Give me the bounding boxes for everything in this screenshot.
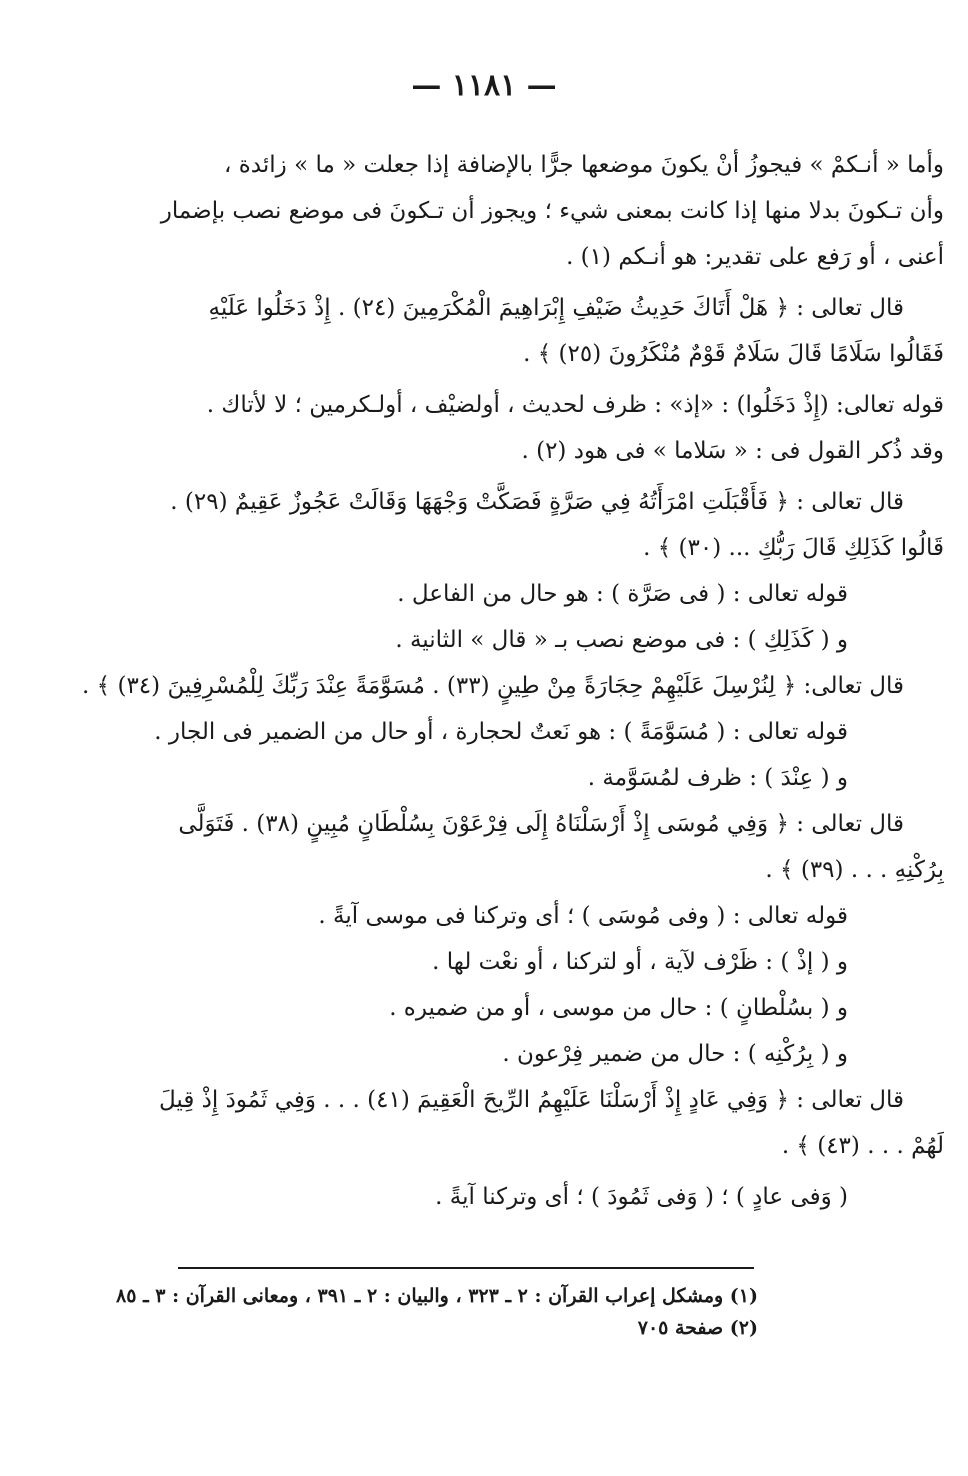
verse-quote: قَالُوا كَذَلِكِ قَالَ رَبُّكِ ... (٣٠) ﴾ .: [643, 535, 944, 561]
footnote-divider: [178, 1267, 754, 1269]
commentary-line: و ( إذْ ) : ظَرْف لآية ، أو لتركنا ، أو نعْت لها .: [432, 949, 848, 975]
verse-quote: قال تعالى: ﴿ لِنُرْسِلَ عَلَيْهِمْ حِجَارَةً مِنْ طِينٍ (٣٣) . مُسَوَّمَةً عِنْدَ رَبِّكَ لِلْمُسْرِفِينَ (٣٤) ﴾ .: [82, 673, 904, 699]
verse-quote: بِرُكْنِهِ . . . (٣٩) ﴾ .: [765, 857, 944, 883]
verse-quote: لَهُمْ . . . (٤٣) ﴾ .: [781, 1133, 944, 1159]
commentary-line: وقد ذُكر القول فى : « سَلاما » فى هود (٢) .: [521, 438, 944, 464]
commentary-line: قوله تعالى: (إِذْ دَخَلُوا) : «إذ» : ظرف لحديث ، أولضيْف ، أولـكرمين ؛ لا لأتاك .: [206, 392, 944, 418]
commentary-line: قوله تعالى : ( فى صَرَّة ) : هو حال من الفاعل .: [397, 581, 848, 607]
verse-quote: قال تعالى : ﴿ فَأَقْبَلَتِ امْرَأَتُهُ فِي صَرَّةٍ فَصَكَّتْ وَجْهَهَا وَقَالَتْ عَجُوزٌ عَقِيمٌ (٢٩) .: [170, 489, 904, 515]
commentary-line: و ( بسُلْطانٍ ) : حال من موسى ، أو من ضميره .: [389, 995, 848, 1021]
text-line: وأما « أنـكمْ » فيجوزُ أنْ يكونَ موضعها جرًّا بالإضافة إذا جعلت « ما » زائدة ،: [224, 152, 944, 178]
main-text: [24, 142, 944, 1220]
verse-quote: قال تعالى : ﴿ هَلْ أَتَاكَ حَدِيثُ ضَيْفِ إِبْرَاهِيمَ الْمُكْرَمِينَ (٢٤) . إِذْ دَخَلُوا عَلَيْهِ: [208, 295, 904, 321]
verse-quote: قال تعالى : ﴿ وَفِي مُوسَى إِذْ أَرْسَلْنَاهُ إِلَى فِرْعَوْنَ بِسُلْطَانٍ مُبِينٍ (٣٨) . فَتَوَلَّى: [178, 811, 904, 837]
footnote-1: (١) ومشكل إعراب القرآن : ٢ ـ ٣٢٣ ، والبيان : ٢ ـ ٣٩١ ، ومعانى القرآن : ٣ ـ ٨٥: [116, 1285, 758, 1307]
commentary-line: و ( عِنْدَ ) : ظرف لمُسَوَّمة .: [587, 765, 848, 791]
page-number: — ١١٨١ —: [411, 68, 557, 103]
commentary-line: و ( بِرُكْنِه ) : حال من ضمير فِرْعون .: [502, 1041, 848, 1067]
commentary-line: قوله تعالى : ( مُسَوَّمَةً ) : هو نَعتٌ لحجارة ، أو حال من الضمير فى الجار .: [154, 719, 848, 745]
commentary-line: قوله تعالى : ( وفى مُوسَى ) ؛ أى وتركنا فى موسى آيةً .: [318, 903, 848, 929]
commentary-line: ( وَفى عادٍ ) ؛ ( وَفى ثَمُودَ ) ؛ أى وتركنا آيةً .: [435, 1184, 848, 1210]
text-line: أعنى ، أو رَفع على تقدير: هو أنـكم (١) .: [566, 244, 944, 270]
text-line: وأن تـكونَ بدلا منها إذا كانت بمعنى شيء ؛ ويجوز أن تـكونَ فى موضع نصب بإضمار: [160, 198, 944, 224]
footnotes: [18, 1280, 758, 1344]
footnote-2: (٢) صفحة ٧٠٥: [637, 1317, 758, 1339]
verse-quote: فَقَالُوا سَلَامًا قَالَ سَلَامٌ قَوْمٌ مُنْكَرُونَ (٢٥) ﴾ .: [523, 341, 944, 367]
commentary-line: و ( كَذَلِكِ ) : فى موضع نصب بـ « قال » الثانية .: [395, 627, 848, 653]
verse-quote: قال تعالى : ﴿ وَفِي عَادٍ إِذْ أَرْسَلْنَا عَلَيْهِمُ الرِّيحَ الْعَقِيمَ (٤١) . . . وَفِي ثَمُودَ إِذْ قِيلَ: [158, 1087, 904, 1113]
